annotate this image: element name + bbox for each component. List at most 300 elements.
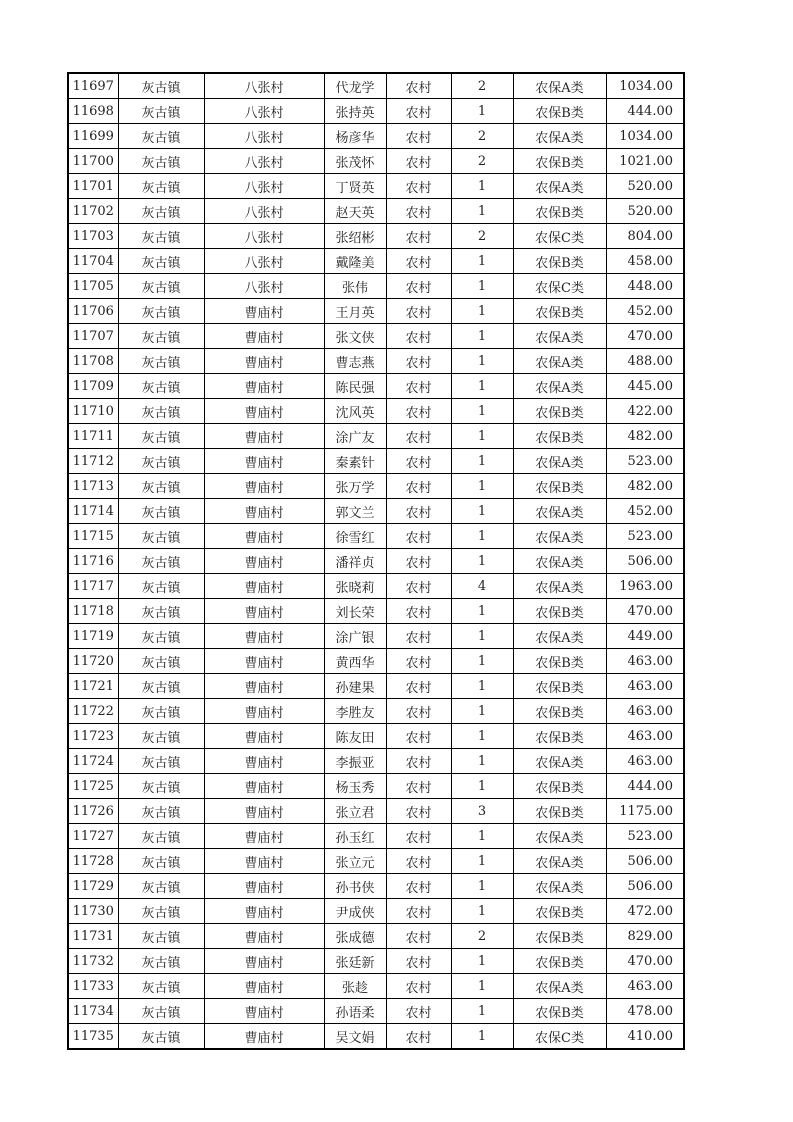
amount-cell: 506.00 [606, 549, 684, 574]
relief-roster-table [67, 72, 685, 1050]
town-cell: 灰古镇 [118, 274, 204, 299]
insurance-category-cell: 农保B类 [513, 799, 606, 824]
row-id-cell: 11735 [68, 1024, 118, 1050]
person-name-cell: 张廷新 [324, 949, 386, 974]
person-name-cell: 代龙学 [324, 73, 386, 99]
insurance-category-cell: 农保B类 [513, 724, 606, 749]
amount-cell: 445.00 [606, 374, 684, 399]
town-cell: 灰古镇 [118, 674, 204, 699]
village-cell: 曹庙村 [204, 374, 324, 399]
amount-cell: 458.00 [606, 249, 684, 274]
insurance-category-cell: 农保A类 [513, 124, 606, 149]
amount-cell: 506.00 [606, 849, 684, 874]
household-size-cell: 1 [451, 299, 513, 324]
person-name-cell: 张晓莉 [324, 574, 386, 599]
insurance-category-cell: 农保B类 [513, 599, 606, 624]
table-row [68, 874, 684, 899]
row-id-cell: 11703 [68, 224, 118, 249]
village-cell: 曹庙村 [204, 674, 324, 699]
person-name-cell: 沈风英 [324, 399, 386, 424]
amount-cell: 410.00 [606, 1024, 684, 1050]
insurance-category-cell: 农保B类 [513, 674, 606, 699]
amount-cell: 520.00 [606, 199, 684, 224]
town-cell: 灰古镇 [118, 924, 204, 949]
row-id-cell: 11713 [68, 474, 118, 499]
household-size-cell: 1 [451, 624, 513, 649]
town-cell: 灰古镇 [118, 424, 204, 449]
amount-cell: 523.00 [606, 449, 684, 474]
insurance-category-cell: 农保B类 [513, 299, 606, 324]
insurance-category-cell: 农保A类 [513, 849, 606, 874]
household-type-cell: 农村 [386, 1024, 451, 1050]
town-cell: 灰古镇 [118, 799, 204, 824]
household-size-cell: 1 [451, 949, 513, 974]
person-name-cell: 郭文兰 [324, 499, 386, 524]
town-cell: 灰古镇 [118, 874, 204, 899]
household-type-cell: 农村 [386, 224, 451, 249]
row-id-cell: 11734 [68, 999, 118, 1024]
row-id-cell: 11726 [68, 799, 118, 824]
table-row [68, 374, 684, 399]
town-cell: 灰古镇 [118, 149, 204, 174]
table-row [68, 674, 684, 699]
row-id-cell: 11708 [68, 349, 118, 374]
table-row [68, 174, 684, 199]
row-id-cell: 11722 [68, 699, 118, 724]
table-row [68, 249, 684, 274]
village-cell: 八张村 [204, 73, 324, 99]
row-id-cell: 11709 [68, 374, 118, 399]
household-type-cell: 农村 [386, 899, 451, 924]
table-row [68, 824, 684, 849]
table-row [68, 299, 684, 324]
amount-cell: 506.00 [606, 874, 684, 899]
table-row [68, 574, 684, 599]
amount-cell: 463.00 [606, 749, 684, 774]
household-type-cell: 农村 [386, 874, 451, 899]
household-type-cell: 农村 [386, 974, 451, 999]
table-body [68, 73, 684, 1049]
person-name-cell: 丁贤英 [324, 174, 386, 199]
table-row [68, 624, 684, 649]
amount-cell: 1034.00 [606, 73, 684, 99]
household-type-cell: 农村 [386, 499, 451, 524]
insurance-category-cell: 农保B类 [513, 474, 606, 499]
household-type-cell: 农村 [386, 949, 451, 974]
village-cell: 曹庙村 [204, 499, 324, 524]
insurance-category-cell: 农保B类 [513, 999, 606, 1024]
person-name-cell: 刘长荣 [324, 599, 386, 624]
town-cell: 灰古镇 [118, 174, 204, 199]
household-size-cell: 1 [451, 749, 513, 774]
village-cell: 曹庙村 [204, 474, 324, 499]
household-type-cell: 农村 [386, 999, 451, 1024]
amount-cell: 452.00 [606, 299, 684, 324]
person-name-cell: 秦素针 [324, 449, 386, 474]
amount-cell: 1034.00 [606, 124, 684, 149]
person-name-cell: 张伟 [324, 274, 386, 299]
household-size-cell: 1 [451, 599, 513, 624]
village-cell: 曹庙村 [204, 924, 324, 949]
village-cell: 曹庙村 [204, 524, 324, 549]
household-size-cell: 1 [451, 1024, 513, 1050]
person-name-cell: 陈友田 [324, 724, 386, 749]
person-name-cell: 张持英 [324, 99, 386, 124]
table-row [68, 699, 684, 724]
person-name-cell: 杨玉秀 [324, 774, 386, 799]
amount-cell: 523.00 [606, 524, 684, 549]
household-size-cell: 1 [451, 249, 513, 274]
amount-cell: 523.00 [606, 824, 684, 849]
household-size-cell: 1 [451, 899, 513, 924]
town-cell: 灰古镇 [118, 199, 204, 224]
insurance-category-cell: 农保B类 [513, 899, 606, 924]
insurance-category-cell: 农保B类 [513, 249, 606, 274]
household-size-cell: 1 [451, 349, 513, 374]
row-id-cell: 11729 [68, 874, 118, 899]
household-size-cell: 1 [451, 999, 513, 1024]
village-cell: 八张村 [204, 99, 324, 124]
table-row [68, 349, 684, 374]
household-type-cell: 农村 [386, 924, 451, 949]
table-row [68, 449, 684, 474]
household-size-cell: 1 [451, 449, 513, 474]
town-cell: 灰古镇 [118, 374, 204, 399]
village-cell: 曹庙村 [204, 299, 324, 324]
town-cell: 灰古镇 [118, 599, 204, 624]
village-cell: 八张村 [204, 199, 324, 224]
household-type-cell: 农村 [386, 799, 451, 824]
person-name-cell: 张成德 [324, 924, 386, 949]
household-size-cell: 1 [451, 774, 513, 799]
insurance-category-cell: 农保B类 [513, 924, 606, 949]
insurance-category-cell: 农保B类 [513, 424, 606, 449]
person-name-cell: 曹志燕 [324, 349, 386, 374]
amount-cell: 470.00 [606, 324, 684, 349]
amount-cell: 470.00 [606, 949, 684, 974]
person-name-cell: 张立元 [324, 849, 386, 874]
insurance-category-cell: 农保C类 [513, 1024, 606, 1050]
village-cell: 曹庙村 [204, 424, 324, 449]
row-id-cell: 11723 [68, 724, 118, 749]
town-cell: 灰古镇 [118, 1024, 204, 1050]
person-name-cell: 李胜友 [324, 699, 386, 724]
table-row [68, 649, 684, 674]
household-type-cell: 农村 [386, 774, 451, 799]
insurance-category-cell: 农保C类 [513, 274, 606, 299]
amount-cell: 444.00 [606, 774, 684, 799]
table-row [68, 799, 684, 824]
insurance-category-cell: 农保B类 [513, 199, 606, 224]
insurance-category-cell: 农保C类 [513, 224, 606, 249]
amount-cell: 1175.00 [606, 799, 684, 824]
household-size-cell: 1 [451, 699, 513, 724]
village-cell: 曹庙村 [204, 849, 324, 874]
table-row [68, 224, 684, 249]
household-size-cell: 1 [451, 549, 513, 574]
row-id-cell: 11721 [68, 674, 118, 699]
row-id-cell: 11727 [68, 824, 118, 849]
household-size-cell: 1 [451, 874, 513, 899]
village-cell: 八张村 [204, 249, 324, 274]
row-id-cell: 11715 [68, 524, 118, 549]
village-cell: 曹庙村 [204, 649, 324, 674]
village-cell: 曹庙村 [204, 949, 324, 974]
table-row [68, 73, 684, 99]
table-row [68, 774, 684, 799]
amount-cell: 482.00 [606, 474, 684, 499]
amount-cell: 482.00 [606, 424, 684, 449]
village-cell: 曹庙村 [204, 399, 324, 424]
person-name-cell: 涂广友 [324, 424, 386, 449]
person-name-cell: 孙玉红 [324, 824, 386, 849]
town-cell: 灰古镇 [118, 649, 204, 674]
household-size-cell: 1 [451, 274, 513, 299]
household-type-cell: 农村 [386, 849, 451, 874]
table-row [68, 474, 684, 499]
person-name-cell: 张文侠 [324, 324, 386, 349]
town-cell: 灰古镇 [118, 624, 204, 649]
amount-cell: 1021.00 [606, 149, 684, 174]
household-type-cell: 农村 [386, 599, 451, 624]
household-type-cell: 农村 [386, 299, 451, 324]
town-cell: 灰古镇 [118, 249, 204, 274]
village-cell: 八张村 [204, 224, 324, 249]
household-type-cell: 农村 [386, 349, 451, 374]
amount-cell: 463.00 [606, 649, 684, 674]
person-name-cell: 李振亚 [324, 749, 386, 774]
household-size-cell: 2 [451, 124, 513, 149]
insurance-category-cell: 农保A类 [513, 174, 606, 199]
household-size-cell: 2 [451, 224, 513, 249]
household-size-cell: 1 [451, 724, 513, 749]
table-row [68, 424, 684, 449]
row-id-cell: 11707 [68, 324, 118, 349]
household-size-cell: 1 [451, 99, 513, 124]
household-type-cell: 农村 [386, 149, 451, 174]
household-type-cell: 农村 [386, 574, 451, 599]
amount-cell: 1963.00 [606, 574, 684, 599]
person-name-cell: 陈民强 [324, 374, 386, 399]
table-row [68, 274, 684, 299]
village-cell: 八张村 [204, 174, 324, 199]
insurance-category-cell: 农保A类 [513, 499, 606, 524]
household-size-cell: 2 [451, 149, 513, 174]
row-id-cell: 11714 [68, 499, 118, 524]
household-type-cell: 农村 [386, 549, 451, 574]
table-row [68, 124, 684, 149]
household-size-cell: 2 [451, 924, 513, 949]
insurance-category-cell: 农保B类 [513, 774, 606, 799]
village-cell: 曹庙村 [204, 749, 324, 774]
household-size-cell: 1 [451, 674, 513, 699]
insurance-category-cell: 农保B类 [513, 699, 606, 724]
insurance-category-cell: 农保A类 [513, 324, 606, 349]
village-cell: 曹庙村 [204, 824, 324, 849]
amount-cell: 463.00 [606, 974, 684, 999]
row-id-cell: 11720 [68, 649, 118, 674]
town-cell: 灰古镇 [118, 449, 204, 474]
row-id-cell: 11725 [68, 774, 118, 799]
table-row [68, 999, 684, 1024]
row-id-cell: 11704 [68, 249, 118, 274]
household-type-cell: 农村 [386, 674, 451, 699]
row-id-cell: 11717 [68, 574, 118, 599]
household-type-cell: 农村 [386, 724, 451, 749]
table-row [68, 599, 684, 624]
household-size-cell: 1 [451, 499, 513, 524]
insurance-category-cell: 农保B类 [513, 649, 606, 674]
village-cell: 曹庙村 [204, 599, 324, 624]
insurance-category-cell: 农保B类 [513, 399, 606, 424]
row-id-cell: 11705 [68, 274, 118, 299]
household-type-cell: 农村 [386, 324, 451, 349]
town-cell: 灰古镇 [118, 224, 204, 249]
row-id-cell: 11731 [68, 924, 118, 949]
village-cell: 八张村 [204, 149, 324, 174]
town-cell: 灰古镇 [118, 774, 204, 799]
household-size-cell: 2 [451, 73, 513, 99]
table-row [68, 524, 684, 549]
town-cell: 灰古镇 [118, 849, 204, 874]
village-cell: 曹庙村 [204, 724, 324, 749]
row-id-cell: 11699 [68, 124, 118, 149]
household-type-cell: 农村 [386, 699, 451, 724]
insurance-category-cell: 农保B类 [513, 99, 606, 124]
row-id-cell: 11718 [68, 599, 118, 624]
row-id-cell: 11697 [68, 73, 118, 99]
village-cell: 曹庙村 [204, 624, 324, 649]
person-name-cell: 张立君 [324, 799, 386, 824]
amount-cell: 470.00 [606, 599, 684, 624]
table-row [68, 749, 684, 774]
table-row [68, 399, 684, 424]
household-size-cell: 1 [451, 424, 513, 449]
household-size-cell: 1 [451, 649, 513, 674]
household-size-cell: 1 [451, 374, 513, 399]
table-row [68, 949, 684, 974]
row-id-cell: 11719 [68, 624, 118, 649]
table-row [68, 724, 684, 749]
person-name-cell: 黄西华 [324, 649, 386, 674]
household-type-cell: 农村 [386, 174, 451, 199]
household-type-cell: 农村 [386, 524, 451, 549]
insurance-category-cell: 农保A类 [513, 574, 606, 599]
village-cell: 曹庙村 [204, 799, 324, 824]
insurance-category-cell: 农保A类 [513, 824, 606, 849]
amount-cell: 463.00 [606, 699, 684, 724]
table-row [68, 1024, 684, 1050]
insurance-category-cell: 农保A类 [513, 524, 606, 549]
person-name-cell: 吴文娟 [324, 1024, 386, 1050]
amount-cell: 463.00 [606, 674, 684, 699]
village-cell: 曹庙村 [204, 774, 324, 799]
amount-cell: 520.00 [606, 174, 684, 199]
table-row [68, 499, 684, 524]
insurance-category-cell: 农保A类 [513, 349, 606, 374]
row-id-cell: 11698 [68, 99, 118, 124]
table-row [68, 924, 684, 949]
town-cell: 灰古镇 [118, 949, 204, 974]
village-cell: 曹庙村 [204, 324, 324, 349]
town-cell: 灰古镇 [118, 749, 204, 774]
household-type-cell: 农村 [386, 749, 451, 774]
town-cell: 灰古镇 [118, 73, 204, 99]
person-name-cell: 张绍彬 [324, 224, 386, 249]
town-cell: 灰古镇 [118, 724, 204, 749]
amount-cell: 444.00 [606, 99, 684, 124]
town-cell: 灰古镇 [118, 524, 204, 549]
amount-cell: 449.00 [606, 624, 684, 649]
village-cell: 曹庙村 [204, 1024, 324, 1050]
household-size-cell: 3 [451, 799, 513, 824]
amount-cell: 829.00 [606, 924, 684, 949]
row-id-cell: 11733 [68, 974, 118, 999]
town-cell: 灰古镇 [118, 399, 204, 424]
insurance-category-cell: 农保A类 [513, 874, 606, 899]
town-cell: 灰古镇 [118, 824, 204, 849]
row-id-cell: 11701 [68, 174, 118, 199]
household-size-cell: 1 [451, 199, 513, 224]
row-id-cell: 11730 [68, 899, 118, 924]
town-cell: 灰古镇 [118, 899, 204, 924]
person-name-cell: 徐雪红 [324, 524, 386, 549]
village-cell: 曹庙村 [204, 699, 324, 724]
household-size-cell: 1 [451, 399, 513, 424]
person-name-cell: 孙书侠 [324, 874, 386, 899]
row-id-cell: 11711 [68, 424, 118, 449]
amount-cell: 804.00 [606, 224, 684, 249]
person-name-cell: 张趁 [324, 974, 386, 999]
household-type-cell: 农村 [386, 624, 451, 649]
household-size-cell: 4 [451, 574, 513, 599]
row-id-cell: 11728 [68, 849, 118, 874]
household-type-cell: 农村 [386, 99, 451, 124]
row-id-cell: 11706 [68, 299, 118, 324]
household-size-cell: 1 [451, 849, 513, 874]
household-type-cell: 农村 [386, 824, 451, 849]
household-type-cell: 农村 [386, 474, 451, 499]
village-cell: 曹庙村 [204, 449, 324, 474]
village-cell: 八张村 [204, 274, 324, 299]
household-size-cell: 1 [451, 524, 513, 549]
person-name-cell: 潘祥贞 [324, 549, 386, 574]
insurance-category-cell: 农保A类 [513, 624, 606, 649]
town-cell: 灰古镇 [118, 499, 204, 524]
amount-cell: 422.00 [606, 399, 684, 424]
table-row [68, 149, 684, 174]
insurance-category-cell: 农保B类 [513, 149, 606, 174]
village-cell: 曹庙村 [204, 999, 324, 1024]
insurance-category-cell: 农保A类 [513, 749, 606, 774]
insurance-category-cell: 农保A类 [513, 374, 606, 399]
row-id-cell: 11700 [68, 149, 118, 174]
household-size-cell: 1 [451, 474, 513, 499]
row-id-cell: 11702 [68, 199, 118, 224]
table-row [68, 99, 684, 124]
household-size-cell: 1 [451, 174, 513, 199]
village-cell: 曹庙村 [204, 899, 324, 924]
table-row [68, 849, 684, 874]
town-cell: 灰古镇 [118, 549, 204, 574]
village-cell: 八张村 [204, 124, 324, 149]
table-row [68, 199, 684, 224]
town-cell: 灰古镇 [118, 124, 204, 149]
insurance-category-cell: 农保A类 [513, 73, 606, 99]
amount-cell: 463.00 [606, 724, 684, 749]
row-id-cell: 11724 [68, 749, 118, 774]
table-row [68, 974, 684, 999]
